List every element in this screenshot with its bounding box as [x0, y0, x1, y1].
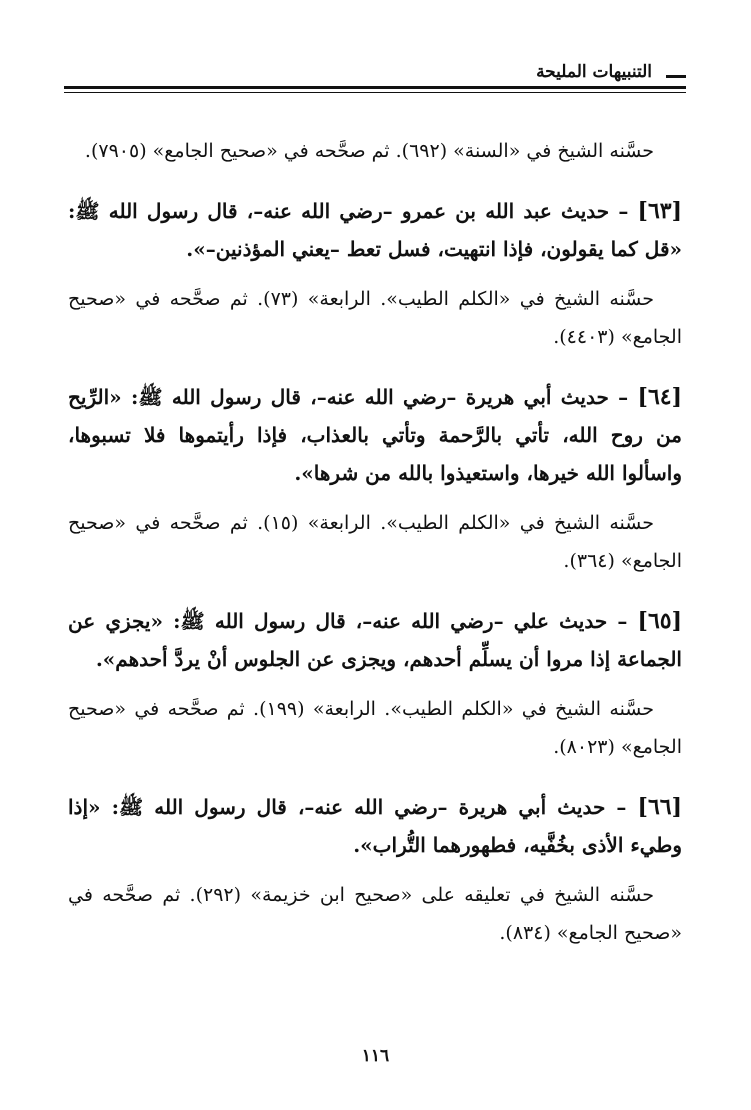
header-rule-thick [64, 86, 686, 89]
hadith-number: [٦٣] [637, 198, 683, 224]
running-header [64, 62, 686, 96]
hadith-63 [68, 192, 682, 268]
hadith-text: – حديث علي –رضي الله عنه–، قال رسول الله ﷺ: «يجزي عن الجماعة إذا مروا أن يسلِّم أحدهم، ويجزى عن الجلوس أنْ يردَّ أحدهم». [68, 609, 682, 671]
takhrij-paragraph: حسَّنه الشيخ في تعليقه على «صحيح ابن خزيمة» (٢٩٢). ثم صحَّحه في «صحيح الجامع» (٨٣٤). [68, 884, 682, 944]
hadith-number: [٦٥] [637, 608, 682, 634]
takhrij-paragraph: حسَّنه الشيخ في «الكلم الطيب». الرابعة» (٧٣). ثم صحَّحه في «صحيح الجامع» (٤٤٠٣). [68, 288, 682, 348]
page-content [68, 132, 682, 974]
hadith-66 [68, 788, 682, 864]
page-number: ١١٦ [361, 1046, 390, 1066]
hadith-64 [68, 378, 682, 492]
header-dash [666, 75, 686, 78]
takhrij-paragraph: حسَّنه الشيخ في «السنة» (٦٩٢). ثم صحَّحه في «صحيح الجامع» (٧٩٠٥). [84, 140, 654, 162]
hadith-65 [68, 602, 682, 678]
header-rule-thin [64, 92, 686, 93]
hadith-text: – حديث أبي هريرة –رضي الله عنه–، قال رسول الله ﷺ: «الرِّيح من روح الله، تأتي بالرَّحمة وتأتي بالعذاب، فإذا رأيتموها فلا تسبوها، واسألوا الله خيرها، واستعيذوا بالله من شرها». [68, 385, 682, 485]
takhrij-paragraph: حسَّنه الشيخ في «الكلم الطيب». الرابعة» (١٥). ثم صحَّحه في «صحيح الجامع» (٣٦٤). [68, 512, 682, 572]
takhrij-paragraph: حسَّنه الشيخ في «الكلم الطيب». الرابعة» (١٩٩). ثم صحَّحه في «صحيح الجامع» (٨٠٢٣). [68, 698, 682, 758]
hadith-text: – حديث أبي هريرة –رضي الله عنه–، قال رسول الله ﷺ: «إذا وطيء الأذى بخُفَّيه، فطهورهما التُّراب». [68, 795, 682, 857]
hadith-number: [٦٦] [637, 794, 682, 820]
header-title: التنبيهات المليحة [536, 62, 652, 82]
hadith-text: – حديث عبد الله بن عمرو –رضي الله عنه–، قال رسول الله ﷺ: «قل كما يقولون، فإذا انتهيت، فسل تعط –يعني المؤذنين–». [68, 199, 682, 261]
hadith-number: [٦٤] [637, 384, 682, 410]
